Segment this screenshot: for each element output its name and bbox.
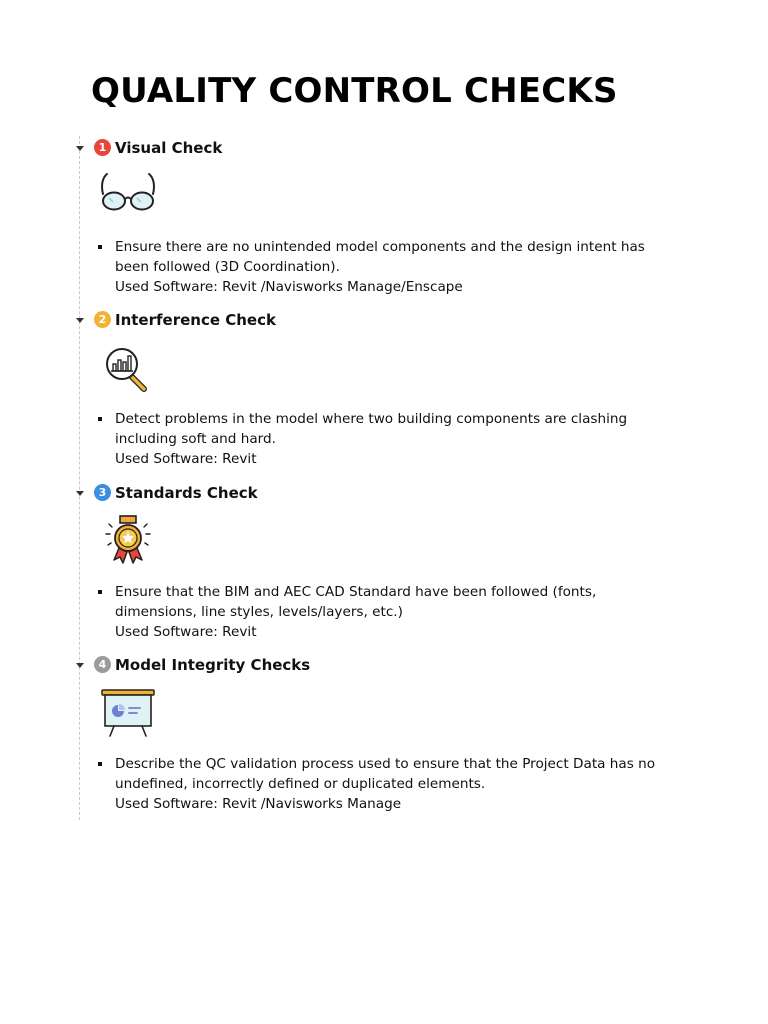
bullet-software: Used Software: Revit /Navisworks Manage/Enscape [115,279,463,295]
medal-icon [98,512,158,568]
section-heading: Model Integrity Checks [115,656,311,674]
number-badge: 2 [94,311,111,328]
bullet-description: Ensure there are no unintended model components and the design intent has been followed (3D Coordination). [115,239,645,275]
bullet-software: Used Software: Revit [115,451,257,467]
page-title: QUALITY CONTROL CHECKS [91,71,618,111]
section-heading: Visual Check [115,139,223,157]
collapse-toggle-icon[interactable] [76,318,84,323]
number-badge: 1 [94,139,111,156]
bullet-item [98,237,658,297]
bullet-marker [98,417,102,421]
bullet-software: Used Software: Revit [115,624,257,640]
section-heading: Interference Check [115,311,276,329]
collapse-toggle-icon[interactable] [76,663,84,668]
number-badge: 4 [94,656,111,673]
presentation-board-icon [98,684,158,740]
number-badge: 3 [94,484,111,501]
bullet-description: Ensure that the BIM and AEC CAD Standard have been followed (fonts, dimensions, line styles, levels/layers, etc.) [115,584,597,620]
magnifier-chart-icon [98,339,158,395]
bullet-marker [98,590,102,594]
eyeglasses-icon [98,167,158,223]
bullet-marker [98,762,102,766]
section-model-integrity-checks [76,654,716,824]
section-standards-check [76,482,716,652]
bullet-item [98,409,658,469]
section-heading: Standards Check [115,484,258,502]
section-visual-check [76,137,716,307]
collapse-toggle-icon[interactable] [76,491,84,496]
section-interference-check [76,309,716,479]
collapse-toggle-icon[interactable] [76,146,84,151]
bullet-item [98,754,658,814]
bullet-description: Detect problems in the model where two building components are clashing including soft and hard. [115,411,628,447]
bullet-software: Used Software: Revit /Navisworks Manage [115,796,402,812]
bullet-item [98,582,658,642]
bullet-marker [98,245,102,249]
bullet-description: Describe the QC validation process used to ensure that the Project Data has no undefined, incorrectly defined or duplicated elements. [115,756,656,792]
